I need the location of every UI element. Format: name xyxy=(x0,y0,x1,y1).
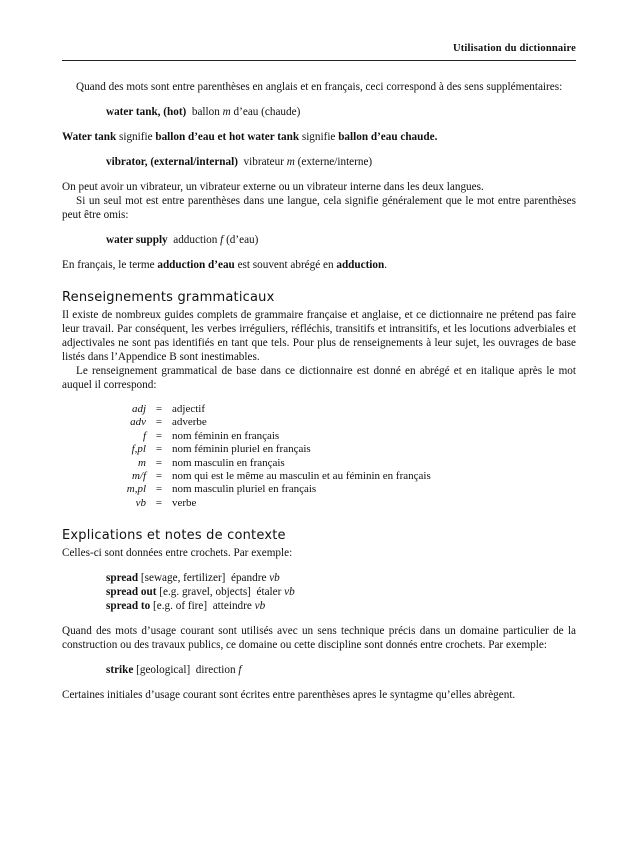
entry-context: [e.g. gravel, objects] xyxy=(159,586,251,599)
intro-paragraph-1: Quand des mots sont entre parenthèses en anglais et en français, ceci correspond à des sens supplémentaires: xyxy=(76,81,563,93)
example-vibrator: vibrator, (external/internal) vibrateur m (externe/interne) xyxy=(106,156,373,168)
abbreviation-row xyxy=(106,497,431,510)
abbreviation-code: adv xyxy=(130,416,146,429)
abbreviation-row xyxy=(106,443,431,456)
abbreviation-row xyxy=(106,483,431,496)
entry-context: [sewage, fertilizer] xyxy=(140,572,226,585)
entry-translation: étaler xyxy=(256,586,282,599)
abbreviation-meaning: nom masculin en français xyxy=(172,456,285,469)
abbreviation-meaning: nom féminin en français xyxy=(172,429,280,442)
abbreviation-code: f,pl xyxy=(131,443,146,456)
grammar-paragraph-1: Il existe de nombreux guides complets de grammaire française et anglaise, et ce dictionnaire ne prétend pas faire leur travail. Par conséquent, les verbes irréguliers, réfléchis, transitifs et intransitifs, et les locutions adverbiales et adjectivales ne sont pas identifiés en tant que tels. Pour plus de renseignements à leur sujet, les ouvrages de base listés dans l’Appendice B sont inestimables. xyxy=(62,309,576,363)
header-rule xyxy=(62,60,576,61)
section-title-context: Explications et notes de contexte xyxy=(62,528,286,544)
abbreviation-row xyxy=(106,470,431,483)
example-entry xyxy=(62,599,576,613)
abbreviation-meaning: adjectif xyxy=(172,403,205,415)
example-entry xyxy=(62,571,576,585)
abbreviation-row xyxy=(106,457,431,470)
entry-pos: vb xyxy=(254,600,266,613)
example-strike: strike [geological] direction f xyxy=(106,664,242,677)
entry-context: [e.g. of fire] xyxy=(153,600,208,613)
abbreviation-code: m/f xyxy=(131,470,146,483)
equals-sign: = xyxy=(155,416,163,429)
abbreviation-meaning: verbe xyxy=(172,496,197,509)
abbreviation-meaning: nom masculin pluriel en français xyxy=(172,483,317,496)
abbreviation-code: m xyxy=(138,456,146,469)
grammar-paragraph-2: Le renseignement grammatical de base dans ce dictionnaire est donné en abrégé et en italique après le mot auquel il correspond: xyxy=(62,365,576,391)
intro-paragraph-3: On peut avoir un vibrateur, un vibrateur externe ou un vibrateur interne dans les deux langues. xyxy=(62,181,484,193)
equals-sign: = xyxy=(155,443,163,456)
page-content xyxy=(62,80,576,702)
abbreviation-code: m,pl xyxy=(126,483,146,496)
intro-paragraph-5: En français, le terme adduction d’eau est souvent abrégé en adduction. xyxy=(62,259,388,271)
entry-pos: vb xyxy=(284,586,295,599)
abbreviation-code: vb xyxy=(135,496,146,509)
abbreviation-meaning: nom féminin pluriel en français xyxy=(172,443,311,456)
section-title-grammar: Renseignements grammaticaux xyxy=(62,290,275,305)
intro-paragraph-2: Water tank signifie ballon d’eau et hot water tank signifie ballon d’eau chaude. xyxy=(62,131,438,143)
equals-sign: = xyxy=(155,429,163,442)
entry-headword: spread xyxy=(106,572,139,585)
example-entry xyxy=(62,585,576,599)
context-paragraph-1: Celles-ci sont données entre crochets. Par exemple: xyxy=(62,547,293,560)
abbreviation-code: f xyxy=(142,429,146,442)
entry-pos: vb xyxy=(269,572,280,585)
example-water-supply: water supply adduction f (d’eau) xyxy=(106,234,259,246)
abbreviation-table xyxy=(106,403,431,510)
abbreviation-code: adj xyxy=(131,403,146,415)
example-list-spread xyxy=(62,571,576,613)
entry-headword: spread out xyxy=(106,586,157,599)
equals-sign: = xyxy=(155,470,163,483)
abbreviation-meaning: adverbe xyxy=(172,416,207,429)
abbreviation-row xyxy=(106,430,431,443)
equals-sign: = xyxy=(155,496,163,509)
equals-sign: = xyxy=(155,403,163,415)
equals-sign: = xyxy=(155,483,163,496)
abbreviation-meaning: nom qui est le même au masculin et au féminin en français xyxy=(172,470,431,483)
context-paragraph-3: Certaines initiales d’usage courant sont écrites entre parenthèses apres le syntagme qu’elles abrègent. xyxy=(62,689,516,702)
abbreviation-row xyxy=(106,403,431,416)
intro-paragraph-4: Si un seul mot est entre parenthèses dans une langue, cela signifie généralement que le mot entre parenthèses peut être omis: xyxy=(62,195,576,221)
context-paragraph-2: Quand des mots d’usage courant sont utilisés avec un sens technique précis dans un domaine particulier de la construction ou des travaux publics, ce domaine ou cette discipline sont donnés entre crochets. Par exemple: xyxy=(62,625,576,652)
abbreviation-row xyxy=(106,416,431,429)
running-title: Utilisation du dictionnaire xyxy=(452,43,576,54)
entry-headword: spread to xyxy=(106,600,151,613)
entry-translation: atteindre xyxy=(212,600,252,613)
example-water-tank: water tank, (hot) ballon m d’eau (chaude) xyxy=(106,106,301,118)
equals-sign: = xyxy=(155,456,163,469)
entry-translation: épandre xyxy=(231,572,267,585)
